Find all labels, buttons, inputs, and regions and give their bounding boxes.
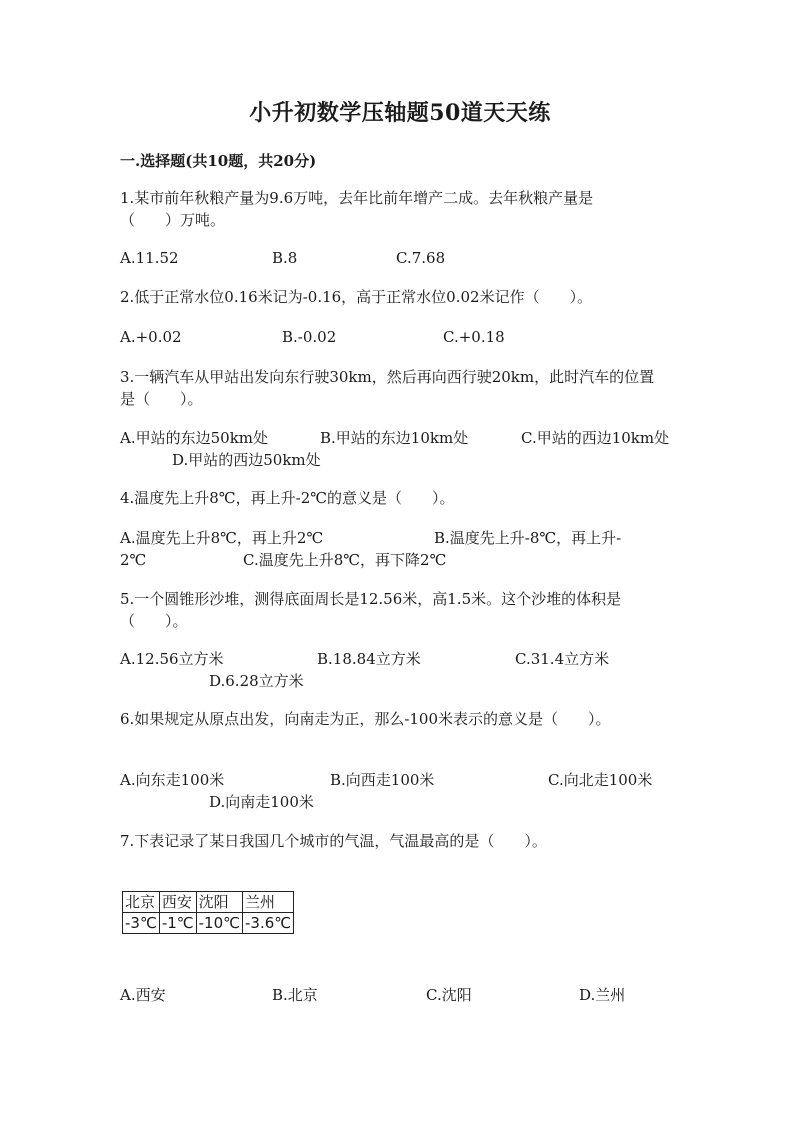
question-6 xyxy=(120,708,680,730)
question-text: 2.低于正常水位0.16米记为-0.16，高于正常水位0.02米记作（ ）。 xyxy=(120,288,593,306)
option-c: C.31.4立方米 xyxy=(515,650,610,668)
option-c: C.温度先上升8℃，再下降2℃ xyxy=(243,551,447,569)
question-text-cont: 是（ ）。 xyxy=(120,390,203,408)
option-b: B.向西走100米 xyxy=(330,771,435,789)
option-c: C.甲站的西边10km处 xyxy=(521,429,670,447)
table-cell: 兰州 xyxy=(242,892,293,913)
question-text-cont: （ ）万吨。 xyxy=(120,211,226,229)
question-text: 7.下表记录了某日我国几个城市的气温，气温最高的是（ ）。 xyxy=(120,832,547,850)
option-c: C.7.68 xyxy=(396,249,446,267)
question-7 xyxy=(120,830,680,852)
option-c: C.向北走100米 xyxy=(548,771,653,789)
option-a: A.12.56立方米 xyxy=(120,650,224,668)
option-b: B.8 xyxy=(272,249,298,267)
table-cell: -3.6℃ xyxy=(242,913,293,934)
option-d: D.6.28立方米 xyxy=(209,672,304,690)
option-b: B.北京 xyxy=(272,986,318,1004)
table-row-cities xyxy=(123,892,294,913)
table-row-temps xyxy=(123,913,294,934)
question-2 xyxy=(120,286,680,308)
option-a: A.西安 xyxy=(120,986,166,1004)
option-b: B.-0.02 xyxy=(282,328,337,346)
table-cell: 西安 xyxy=(159,892,196,913)
question-text: 4.温度先上升8℃，再上升-2℃的意义是（ ）。 xyxy=(120,489,455,507)
table-cell: 沈阳 xyxy=(196,892,242,913)
option-a: A.11.52 xyxy=(120,249,179,267)
question-text: 6.如果规定从原点出发，向南走为正，那么-100米表示的意义是（ ）。 xyxy=(120,710,611,728)
option-b: B.温度先上升-8℃，再上升- xyxy=(434,529,622,547)
option-d: D.甲站的西边50km处 xyxy=(172,451,321,469)
option-b-cont: 2℃ xyxy=(120,551,147,569)
option-a: A.向东走100米 xyxy=(120,771,225,789)
option-a: A.温度先上升8℃，再上升2℃ xyxy=(120,529,324,547)
option-d: D.向南走100米 xyxy=(209,793,314,811)
option-d: D.兰州 xyxy=(579,986,626,1004)
temperature-table xyxy=(122,891,294,934)
question-3 xyxy=(120,366,680,410)
question-text: 1.某市前年秋粮产量为9.6万吨，去年比前年增产二成。去年秋粮产量是 xyxy=(120,189,594,207)
table-cell: 北京 xyxy=(123,892,160,913)
option-b: B.18.84立方米 xyxy=(317,650,421,668)
option-a: A.甲站的东边50km处 xyxy=(120,429,269,447)
table-cell: -10℃ xyxy=(196,913,242,934)
question-text: 5.一个圆锥形沙堆，测得底面周长是12.56米，高1.5米。这个沙堆的体积是 xyxy=(120,590,622,608)
page-title: 小升初数学压轴题50道天天练 xyxy=(249,100,551,126)
question-text-cont: （ ）。 xyxy=(120,612,188,630)
option-b: B.甲站的东边10km处 xyxy=(320,429,469,447)
table-cell: -1℃ xyxy=(159,913,196,934)
section-heading: 一.选择题(共10题，共20分) xyxy=(120,152,317,170)
question-1 xyxy=(120,187,680,231)
question-5 xyxy=(120,588,680,632)
option-c: C.+0.18 xyxy=(443,328,505,346)
question-text: 3.一辆汽车从甲站出发向东行驶30km，然后再向西行驶20km，此时汽车的位置 xyxy=(120,368,655,386)
option-a: A.+0.02 xyxy=(120,328,182,346)
table-cell: -3℃ xyxy=(123,913,160,934)
question-4 xyxy=(120,487,680,509)
option-c: C.沈阳 xyxy=(426,986,472,1004)
